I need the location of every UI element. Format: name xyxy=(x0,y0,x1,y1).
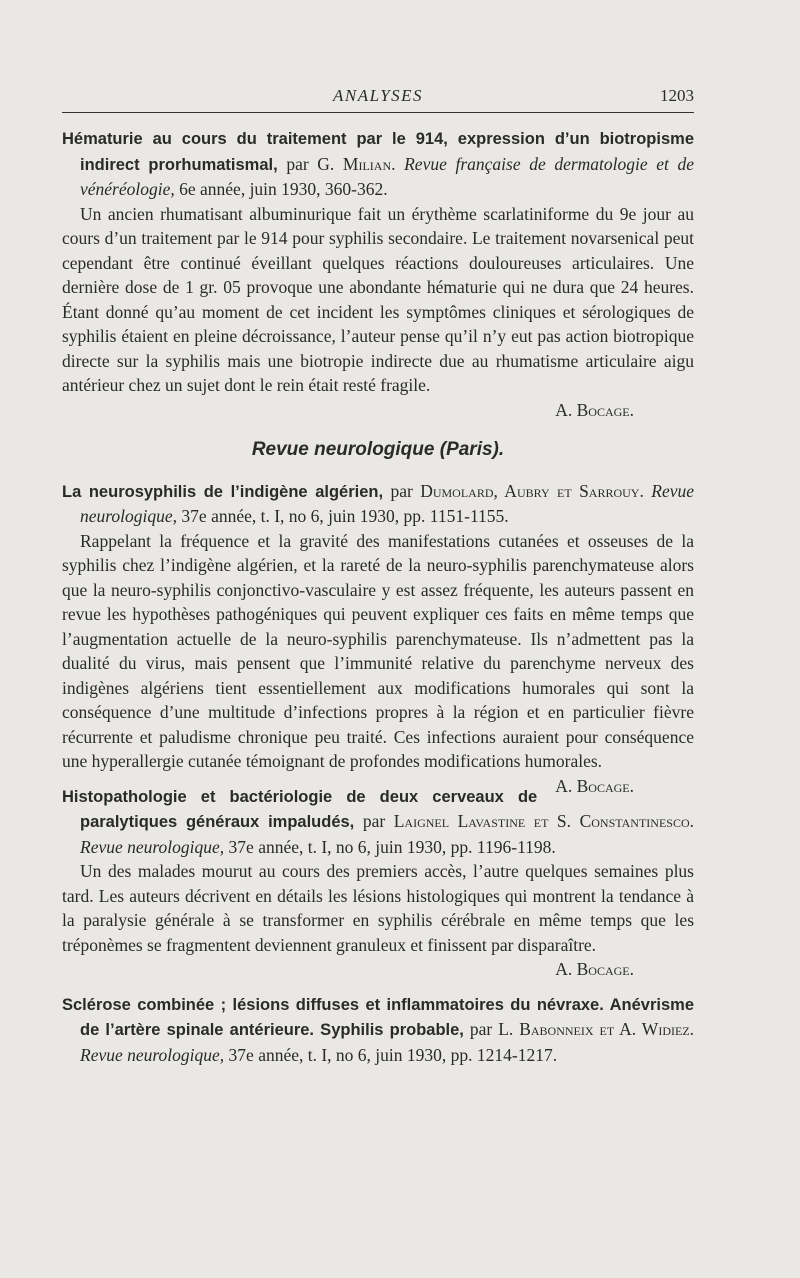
entry-signature: A. Bocage. xyxy=(555,959,634,979)
entry-source: Revue neurologique, xyxy=(80,480,694,526)
abstract-entry xyxy=(62,784,694,982)
entry-authors: L. Babonneix et A. Widiez. xyxy=(498,1019,695,1039)
entry-citation: La neurosyphilis de l’indigène algérien, par Dumolard, Aubry et Sarrouy. Revue neurologique, 37e année, t. I, no 6, juin 1930, pp. 1151-1155. xyxy=(62,480,694,526)
entry-details: 37e année, t. I, no 6, juin 1930, pp. 1196-1198. xyxy=(228,836,556,857)
header-rule xyxy=(62,112,694,113)
entry-body: Un ancien rhumatisant albuminurique fait un érythème scarlatiniforme du 9e jour au cours d’un traitement par le 914 pour syphilis secondaire. Le traitement novarsenical peut cependant être continué éveillant quelques réactions douloureuses articulaires. Une dernière dose de 1 gr. 05 provoque une abondante hématurie qui ne dura que 24 heures. Étant donné qu’au moment de cet incident les symptômes cliniques et sérologiques de syphilis étaient en pleine décroissance, l’auteur pense qu’il n’y eut pas action biotropique directe sur la syphilis mais une biotropie indirecte due au rhumatisme articulaire aigu antérieur chez un sujet dont le rein était resté fragile. xyxy=(62,203,694,395)
entry-title: Sclérose combinée ; lésions diffuses et inflammatoires du névraxe. Anévrisme de l’artère spinale antérieure. Syphilis probable, xyxy=(62,995,694,1039)
entry-authors: Laignel Lavastine et S. Constantinesco. xyxy=(393,811,695,831)
entry-title: La neurosyphilis de l’indigène algérien, xyxy=(62,482,384,501)
entry-source: Revue neurologique, xyxy=(80,836,225,857)
entry-source: Revue française de dermatologie et de vénéréologie, xyxy=(80,153,695,199)
entry-details: 37e année, t. I, no 6, juin 1930, pp. 1151-1155. xyxy=(181,506,509,526)
abstract-entry xyxy=(62,992,694,1068)
section-heading: Revue neurologique (Paris). xyxy=(251,439,505,460)
entry-source: Revue neurologique, xyxy=(80,1044,225,1065)
entry-citation: Histopathologie et bactériologie de deux cerveaux de paralytiques généraux impaludés, par Laignel Lavastine et S. Constantinesco. Revue neurologique, 37e année, t. I, no 6, juin 1930, pp. 1196-1198. xyxy=(62,787,695,857)
abstract-entry xyxy=(62,126,694,422)
entry-signature: A. Bocage. xyxy=(555,399,634,420)
spacer xyxy=(62,982,694,992)
running-title: ANALYSES xyxy=(332,86,424,105)
entry-signature: A. Bocage. xyxy=(555,775,634,796)
entry-authors: G. Milian. xyxy=(317,153,396,174)
entry-citation: Hématurie au cours du traitement par le 914, expression d’un biotropisme indirect prorhumatismal, par G. Milian. Revue française de dermatologie et de vénéréologie, 6e année, juin 1930, 360-362. xyxy=(62,130,695,199)
entry-details: 6e année, juin 1930, 360-362. xyxy=(179,179,388,199)
entry-body: Un des malades mourut au cours des premiers accès, l’autre quelques semaines plus tard. Les auteurs décrivent en détails les lésions histologiques qui montrent la tendance à la paralysie générale à se transformer en syphilis cérébrale en même temps que les tréponèmes se fragmentent deviennent granuleux et finissent par disparaître. xyxy=(62,861,694,955)
entry-details: 37e année, t. I, no 6, juin 1930, pp. 1214-1217. xyxy=(228,1044,558,1065)
entry-body: Rappelant la fréquence et la gravité des manifestations cutanées et osseuses de la syphilis chez l’indigène algérien, et la rareté de la neuro-syphilis parenchymateuse alors que la neuro-syphilis conjonctivo-vasculaire y est assez fréquente, les auteurs passent en revue les hypothèses pathogéniques qui peuvent expliquer ces faits en même temps que l’augmentation actuelle de la neuro-syphilis parenchymateuse. Ils n’admettent pas la dualité du virus, mais pensent que l’immunité relative du parenchyme nerveux des indigènes algériens tient essentiellement aux modifications humorales qui sont la conséquence d’une multitude d’infections propres à la région et en particulier fièvre récurrente et paludisme chronique peu traité. Ces infections auraient pour conséquence une hyperallergie cutanée témoignant de profondes modifications humorales. A. Bocage. xyxy=(62,529,694,774)
page-content xyxy=(62,126,694,1067)
entry-authors: Dumolard, Aubry et Sarrouy. xyxy=(420,480,644,501)
entry-title: Histopathologie et bactériologie de deux cerveaux de paralytiques généraux impaludés, xyxy=(62,787,538,831)
page-number: 1203 xyxy=(660,86,694,105)
abstract-entry xyxy=(62,479,694,796)
page-header xyxy=(62,86,694,112)
entry-citation: Sclérose combinée ; lésions diffuses et inflammatoires du névraxe. Anévrisme de l’artère spinale antérieure. Syphilis probable, par L. Babonneix et A. Widiez. Revue neurologique, 37e année, t. I, no 6, juin 1930, pp. 1214-1217. xyxy=(62,995,695,1065)
entry-title: Hématurie au cours du traitement par le 914, expression d’un biotropisme indirect prorhumatismal, xyxy=(62,130,694,174)
